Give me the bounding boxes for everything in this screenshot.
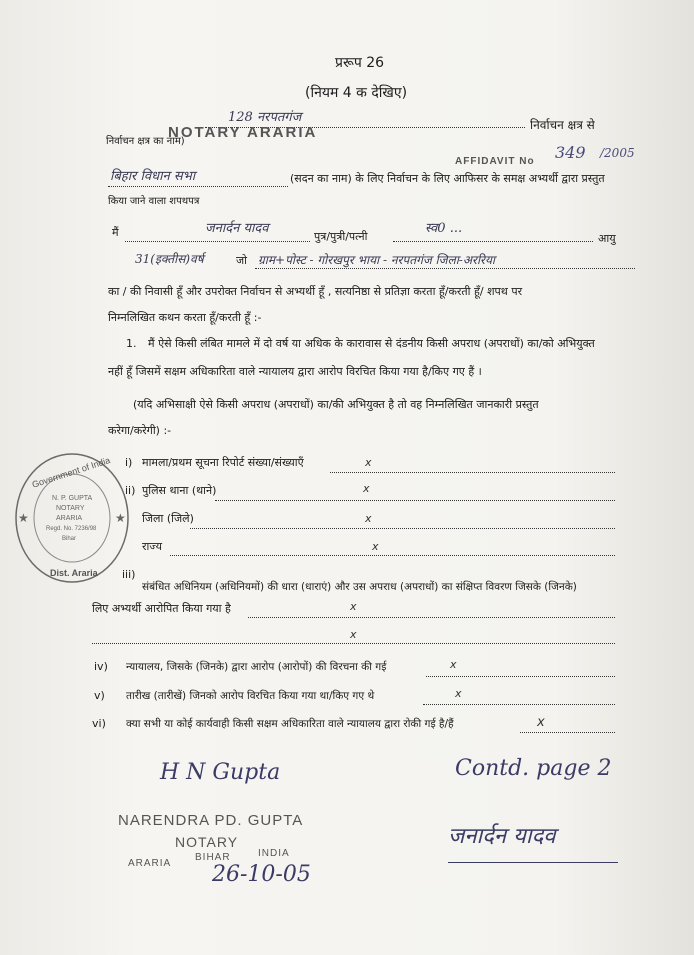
item-i-label: मामला/प्रथम सूचना रिपोर्ट संख्या/संख्याएँ [142,456,304,469]
para1-number: 1. [126,337,137,350]
item-i-line [330,472,615,473]
constituency-name-handwritten: 128 नरपतगंज [228,110,302,125]
item-district-label: जिला (जिले) [142,512,194,525]
father-name-line [393,241,593,242]
item-i-number: i) [125,456,133,469]
notary-name: NARENDRA PD. GUPTA [118,812,304,829]
house-text-cont: किया जाने वाला शपथपत्र [108,196,200,207]
item-iii-value2: x [350,628,357,641]
house-dotted-line [108,186,288,187]
item-iii-line1 [248,617,615,618]
item-ii-line [215,500,615,501]
constituency-suffix: निर्वाचन क्षत्र से [530,118,595,132]
para1-line1: मैं ऐसे किसी लंबित मामले में दो वर्ष या अधिक के कारावास से दंडनीय किसी अपराध (अपराधों) का/को अभियुक्त [148,337,595,350]
deponent-relation: पुत्र/पुत्री/पत्नी [314,230,368,243]
address-line [255,268,635,269]
deponent-name-line [125,241,310,242]
seal-star-icon: ★ [18,511,29,525]
house-text: (सदन का नाम) के लिए निर्वाचन के लिए आफिसर के समक्ष अभ्यर्थी द्वारा प्रस्तुत [290,172,605,185]
seal-center-1: N. P. GUPTA [52,495,93,502]
seal-center-3: ARARIA [56,515,83,522]
item-v-line [423,704,615,705]
item-v-number: v) [94,689,105,702]
item-ii-label: पुलिस थाना (थाने) [142,484,217,497]
notary-state: BIHAR [195,852,231,863]
item-vi-label: क्या सभी या कोई कार्यवाही किसी सक्षम अधिकारिता वाले न्यायालय द्वारा रोकी गई है/हैं [126,718,454,730]
notary-signature: H N Gupta [160,760,281,785]
item-iv-value: x [450,658,457,671]
item-state-line [170,555,615,556]
item-state-label: राज्य [142,540,163,553]
item-state-value: x [372,540,379,553]
item-iii-line2 [92,643,615,644]
item-vi-number: vi) [92,717,106,730]
item-i-value: x [365,456,372,469]
deponent-name-handwritten: जनार्दन यादव [205,221,269,236]
seal-center-2: NOTARY [56,505,85,512]
item-iii-label: संबंधित अधिनियम (अधिनियमों) की धारा (धाराएं) और उस अपराध (अपराधों) का संक्षिप्त विवरण जिसके (जिनके) [142,581,577,593]
seal-center-5: Bihar [62,536,77,542]
item-vi-value: x [537,715,545,730]
item-vi-line [520,732,615,733]
seal-center-4: Regd. No. 7236/98 [46,526,97,532]
father-name-handwritten: स्व0 ... [425,221,463,236]
para1-line2: नहीं हूँ जिसमें सक्षम अधिकारिता वाले न्यायालय द्वारा आरोप विरचित किया गया है/किए गए हैं । [108,365,482,378]
house-name-handwritten: बिहार विधान सभा [110,169,196,184]
deponent-signature-underline [448,862,618,863]
seal-bottom-text: Dist. Araria [50,568,98,578]
form-number: प्ररूप 26 [335,55,385,71]
age-label: आयु [598,232,616,245]
notary-title: NOTARY [175,834,239,850]
para2-line1: (यदि अभिसाक्षी ऐसे किसी अपराध (अपराधों) का/की अभियुक्त है तो वह निम्नलिखित जानकारी प्रस्तुत [133,398,539,411]
item-district-value: x [365,512,372,525]
constituency-label: निर्वाचन क्षत्र का नाम) [106,136,185,147]
notary-araria-stamp: NOTARY ARARIA [168,124,318,141]
item-iii-value: x [350,600,357,613]
deponent-line3: का / की निवासी हूँ और उपरोक्त निर्वाचन से अभ्यर्थी हूँ , सत्यनिष्ठा से प्रतिज्ञा करता हूँ/करती हूँ/ शपथ पर [108,285,523,298]
deponent-prefix: मैं [112,226,119,239]
notary-country: INDIA [258,848,290,859]
age-handwritten: 31(इक्तीस)वर्ष [135,252,204,266]
item-district-line [190,528,615,529]
continued-page-note: Contd. page 2 [455,756,612,781]
notary-date-handwritten: 26-10-05 [212,862,311,887]
item-v-label: तारीख (तारीखें) जिनको आरोप विरचित किया गया था/किए गए थे [126,690,375,702]
seal-star-icon-2: ★ [115,511,126,525]
address-prefix: जो [236,254,248,267]
item-ii-value: x [363,482,370,495]
affidavit-number-handwritten: 349 [555,143,586,162]
notary-city: ARARIA [128,858,172,869]
item-v-value: x [455,687,462,700]
item-ii-number: ii) [125,484,136,497]
deponent-signature: जनार्दन यादव [448,824,556,849]
affidavit-year-handwritten: /2005 [600,146,635,160]
address-handwritten: ग्राम+पोस्ट - गोरखपुर भाया - नरपतगंज जिला-अररिया [258,253,496,267]
deponent-line4: निम्नलिखित कथन करता हूँ/करती हूँ :- [108,311,262,324]
affidavit-number-label: AFFIDAVIT No [455,156,535,167]
item-iv-number: iv) [94,660,108,673]
item-iii-label2: लिए अभ्यर्थी आरोपित किया गया है [92,602,231,615]
item-iv-label: न्यायालय, जिसके (जिनके) द्वारा आरोप (आरोपों) की विरचना की गई [126,661,387,673]
rule-reference: (नियम 4 क देखिए) [305,85,408,101]
para2-line2: करेगा/करेगी) :- [108,424,172,437]
seal-top-text: Government of India [30,455,112,490]
item-iii-number: iii) [122,568,136,581]
item-iv-line [426,676,615,677]
